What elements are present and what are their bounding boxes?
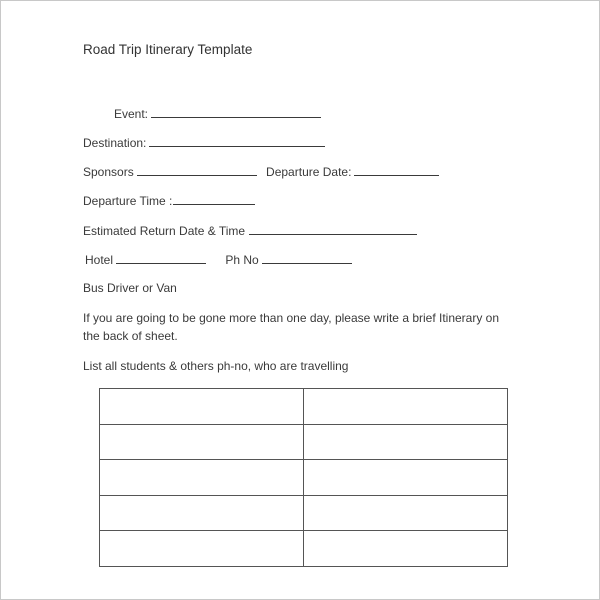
hotel-row: [85, 251, 352, 268]
bus-driver-label: Bus Driver or Van: [83, 281, 177, 295]
student-name-cell[interactable]: [100, 389, 304, 425]
student-phone-cell[interactable]: [304, 389, 508, 425]
student-phone-cell[interactable]: [304, 495, 508, 531]
sponsors-field[interactable]: [137, 163, 257, 176]
table-row: [100, 424, 508, 460]
departure-time-row: [83, 192, 255, 209]
document-title: Road Trip Itinerary Template: [83, 42, 253, 57]
table-row: [100, 460, 508, 496]
departure-date-label: Departure Date:: [266, 165, 352, 179]
student-phone-cell[interactable]: [304, 460, 508, 496]
estimated-return-label: Estimated Return Date & Time: [83, 224, 246, 238]
departure-date-field[interactable]: [354, 163, 439, 176]
phone-field[interactable]: [262, 251, 352, 264]
student-name-cell[interactable]: [100, 460, 304, 496]
students-table: [99, 388, 508, 567]
departure-time-field[interactable]: [173, 192, 255, 205]
sponsors-row: [83, 163, 439, 180]
destination-row: [83, 134, 325, 151]
student-phone-cell[interactable]: [304, 424, 508, 460]
instructions-text: If you are going to be gone more than one day, please write a brief Itinerary on the back of sheet.: [83, 311, 500, 343]
table-row: [100, 495, 508, 531]
event-row: [114, 105, 321, 122]
estimated-return-field[interactable]: [249, 222, 417, 235]
destination-field[interactable]: [149, 134, 325, 147]
table-row: [100, 531, 508, 567]
student-phone-cell[interactable]: [304, 531, 508, 567]
destination-label: Destination:: [83, 136, 147, 150]
students-label: List all students & others ph-no, who are travelling: [83, 359, 349, 373]
departure-time-label: Departure Time :: [83, 194, 173, 208]
event-field[interactable]: [151, 105, 321, 118]
sponsors-label: Sponsors: [83, 165, 134, 179]
hotel-field[interactable]: [116, 251, 206, 264]
table-row: [100, 389, 508, 425]
estimated-return-row: [83, 222, 417, 239]
student-name-cell[interactable]: [100, 495, 304, 531]
phone-label: Ph No: [225, 253, 259, 267]
hotel-label: Hotel: [85, 253, 114, 267]
student-name-cell[interactable]: [100, 531, 304, 567]
bus-driver-row: [83, 280, 177, 296]
event-label: Event:: [114, 107, 149, 121]
student-name-cell[interactable]: [100, 424, 304, 460]
